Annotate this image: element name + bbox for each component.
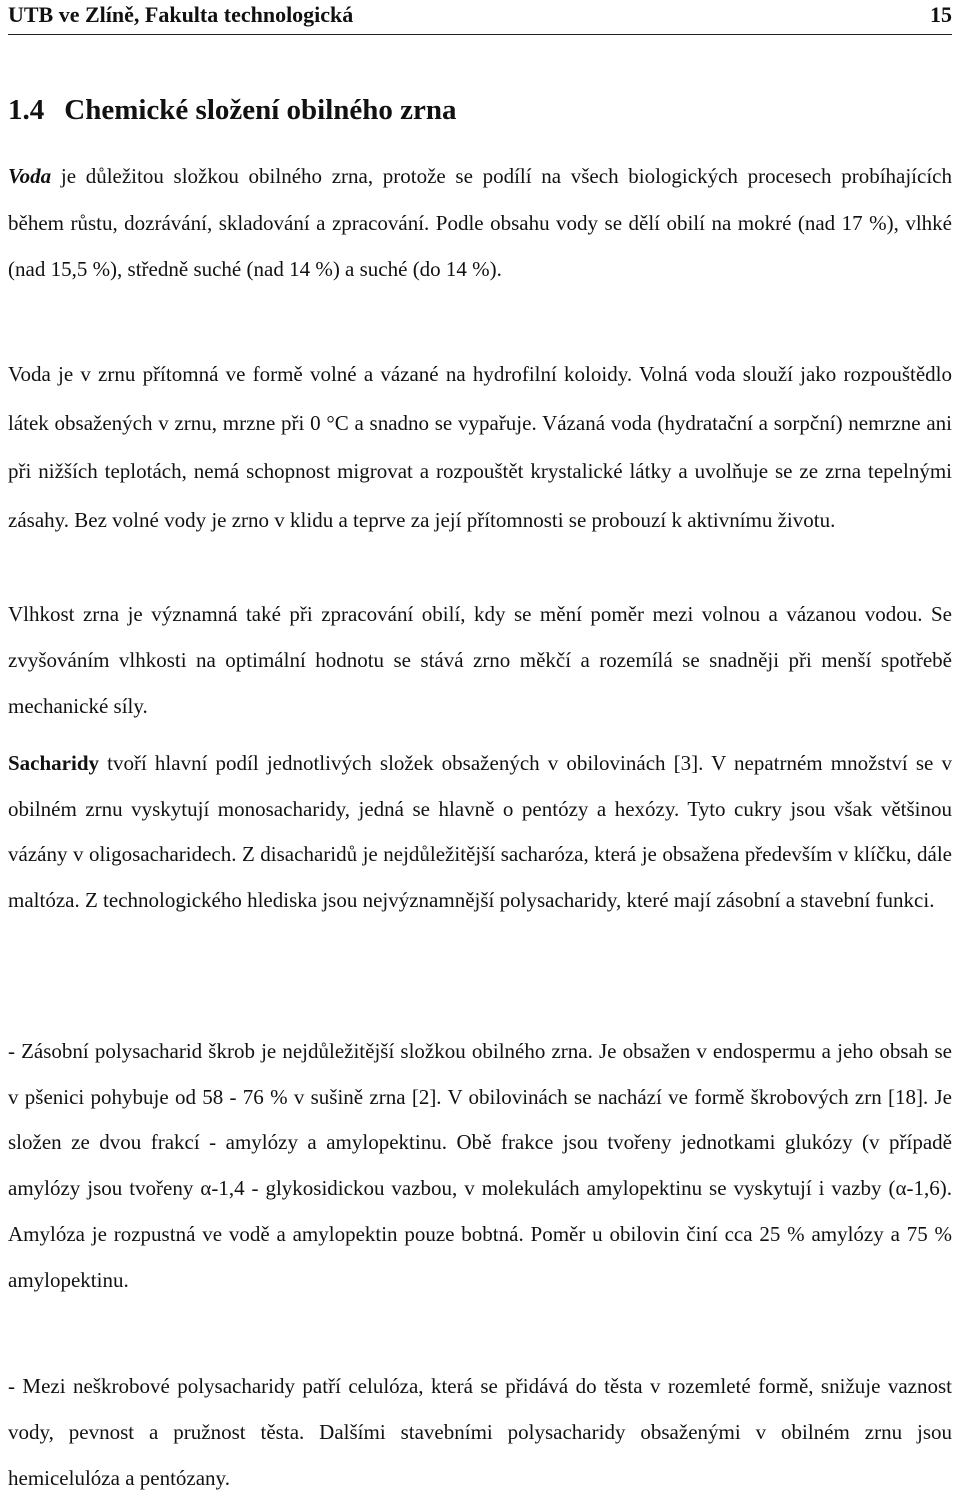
paragraph-non-starch xyxy=(8,1363,952,1501)
paragraph-water-forms xyxy=(8,350,952,544)
paragraph-saccharides xyxy=(8,741,952,924)
page-number: 15 xyxy=(930,2,952,27)
section-title: Chemické složení obilného zrna xyxy=(64,94,457,126)
paragraph-text: - Zásobní polysacharid škrob je nejdůležitější složkou obilného zrna. Je obsažen v endospermu a jeho obsah se v pšenici pohybuje od 58 - 76 % v sušině zrna [2]. V obilovinách se nachází ve formě škrobových zrn [18]. Je složen ze dvou frakcí - amylózy a amylopektinu. Obě frakce jsou tvořeny jednotkami glukózy (v případě amylózy jsou tvořeny α-1,4 - glykosidickou vazbou, v molekulách amylopektinu se vyskytují i vazby (α-1,6). Amylóza je rozpustná ve vodě a amylopektin pouze bobtná. Poměr u obilovin činí cca 25 % amylózy a 75 % amylopektinu. xyxy=(8,1039,952,1292)
section-heading xyxy=(8,92,457,128)
running-header xyxy=(8,0,952,35)
paragraph-text: tvoří hlavní podíl jednotlivých složek obsažených v obilovinách [3]. V nepatrném množství se v obilném zrnu vyskytují monosacharidy, jedná se hlavně o pentózy a hexózy. Tyto cukry jsou však většinou vázány v oligosacharidech. Z disacharidů je nejdůležitější sacharóza, která je obsažena především v klíčku, dále maltóza. Z technologického hlediska jsou nejvýznamnější polysacharidy, které mají zásobní a stavební funkci. xyxy=(8,751,952,913)
paragraph-text: Vlhkost zrna je významná také při zpracování obilí, kdy se mění poměr mezi volnou a vázanou vodou. Se zvyšováním vlhkosti na optimální hodnotu se stává zrno měkčí a rozemílá se snadněji při menší spotřebě mechanické síly. xyxy=(8,602,952,718)
paragraph-text: - Mezi neškrobové polysacharidy patří celulóza, která se přidává do těsta v rozemleté formě, snižuje vaznost vody, pevnost a pružnost těsta. Dalšími stavebními polysacharidy obsaženými v obilném zrnu jsou hemicelulóza a pentózany. xyxy=(8,1374,952,1490)
header-title: UTB ve Zlíně, Fakulta technologická xyxy=(8,2,354,27)
paragraph-text: Voda je v zrnu přítomná ve formě volné a vázané na hydrofilní koloidy. Volná voda slouží jako rozpouštědlo látek obsažených v zrnu, mrzne při 0 °C a snadno se vypařuje. Vázaná voda (hydratační a sorpční) nemrzne ani při nižších teplotách, nemá schopnost migrovat a rozpouštět krystalické látky a uvolňuje se ze zrna tepelnými zásahy. Bez volné vody je zrno v klidu a teprve za její přítomnosti se probouzí k aktivnímu životu. xyxy=(8,362,952,532)
paragraph-moisture xyxy=(8,591,952,729)
paragraph-water-intro xyxy=(8,153,952,293)
section-number: 1.4 xyxy=(8,94,45,126)
term-voda: Voda xyxy=(8,164,52,188)
paragraph-starch xyxy=(8,1029,952,1303)
term-sacharidy: Sacharidy xyxy=(8,751,100,775)
paragraph-text: je důležitou složkou obilného zrna, protože se podílí na všech biologických procesech probíhajících během růstu, dozrávání, skladování a zpracování. Podle obsahu vody se dělí obilí na mokré (nad 17 %), vlhké (nad 15,5 %), středně suché (nad 14 %) a suché (do 14 %). xyxy=(8,164,952,282)
